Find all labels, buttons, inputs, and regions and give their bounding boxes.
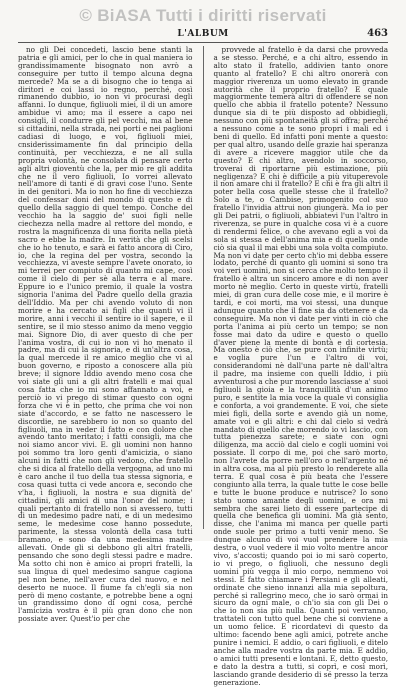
right-column-text: provvede al fratello è da darsi che provveda a se stesso. Perché, e a chi altro, essendo in alto stato il fratello, addivien tanto onore quanto al fratello? E chi altro onorerà con maggior riverenza un uomo elevato in grande autorità che il proprio fratello? E quale maggiormente temerà altri di offendere se non quello che abbia il fratello potente? Nessuno dunque sia di te più disposto ad obbidiegli, nessuno con più spontaneità gli si offra; perché a nessuno come a te sono propri i mali ed i beni di quello. Ed infatti poni mente a questo: per qual altro, usando delle grazie hai speranza di avere a ricevere maggior utile che da questo? E chi altro, avendolo in soccorso, troverai di riportarne più estimazione, più negligenza? E chi è difficile a più vituperevole il non amare chi il fratello? E chi è fra gli altri il poter bella cosa quelle stesse che il fratello? Solo a te, o Cambise, primogenito col suo fratello l'invidia attrui non giungerà. Ma io per gli Dei patrii, o figliuoli, abbiatevi l'un l'altro in riverenza, se pure in qualche cosa vi è a cuore di rendermi felice, o che avevano egli a voi da sola si stessa e dell'anima mia e di quella onde ciò sia qual il mai ebbi una sola volta compiuto. Ma non vi date per certo ch'io mi debba essere lodato, perché di quanto gli uomini si sono tra voi veri uomini, non si cerca che molto tempo il fratello è altra un sincero amore e di non aver morto nè meglio. Certo in queste virtù, fratelli miei, di gran cura delle cose mie, e il morire è tardi, e coi morti, ma voi stessi, una dunque adunque quanto che il fine sia da ottenere e da conseguire. Ma non vi date per vinti in ciò che porta l'anima ai più certo un tempo; se non fosse mai dato da udire e questo o quello d'aver piene la mente di bontà e di cortesia. Ma onesto è ciò che, se pure con infinite virtù; e voglia pure l'un e l'altro di voi, considerandomi nè dall'una parte nè dall'altra il padre, ma insieme con quelli Iddio, i più avventurosi a che pur morendo lasciasse a' suoi figliuoli la gioia e la tranquillità d'un animo puro, e sentite la mia voce la quale vi consiglia e conforta, a voi grandemente. E voi, che siete miei figli, della sorte e avendo già un nome, amate voi e gli altri: e chi dal cielo si vedrà mandato di quello che morendo io vi lascio, con tutta pienezza sarete; e siate con ogni diligenza, ma acciò dal cielo e cogli uomini voi possiate. Il corpo di me, poi che sarò morto, non l'avrete da porre nell'oro o nell'argento né in altra cosa, ma al più presto lo renderete alla terra. E qual cosa è più beata che l'essere congiunto alla terra, la quale tutte le cose belle e tutte le buone produce e nutrisce? Io sono stato uomo amante degli uomini, e ora mi sembra che sarei lieto di essere partecipe di quella che benefica gli uomini. Ma già sento, disse, che l'anima mi manca per quelle parti onde suole per primo a tutti venir meno. Se dunque alcuno di voi vuol prendere la mia destra, o vuol vedere il mio volto mentre ancor vivo, s'accosti; quando poi io mi sarò coperto, io vi prego, o figliuoli, che nessuno degli uomini più vegga il mio corpo, nemmeno voi stessi. E fatto chiamare i Persiani e gli alleati, ordinate che sieno innanzi alla mia sepoltura, perché si rallegrino meco, che io sarò ormai in sicuro da ogni male, o ch'io sia con gli Dei o che io non sia più nulla. Quanti poi verranno, trattateli con tutto quel bene che si conviene a un uomo felice. E ricordatevi di questo da ultimo: facendo bene agli amici, potrete anche punire i nemici. E addio, o cari figliuoli, e ditelo anche alla madre vostra da parte mia. E addio, o amici tutti presenti e lontani. E, detto questo, e dato la destra a tutti, si coprì, e così morì, lasciando grande desiderio di sé presso la terza generazione.: [213, 45, 389, 687]
column-divider: [203, 46, 204, 529]
right-column: [213, 45, 389, 687]
page-header: [18, 29, 388, 43]
running-title: L'ALBUM: [177, 29, 229, 39]
left-column: [18, 45, 193, 624]
text-columns: [18, 45, 389, 687]
watermark: © BiASA Tutti i diritti riservati: [79, 6, 327, 25]
page-number: 463: [367, 28, 388, 39]
left-column-text: no gli Dei concedeti, lascio bene stanti la patria e gli amici, per lo che in qual maniera io grandissimamente bisognato non avrò a conseguire per tutto il tempo alcuna degna mercede? Ma se a di bisogno che io tenga ai diritori e coi lassi io regno, perché, così rimanendo dubbio, io non vi procurasi degli affanni. Io dunque, figliuoli miei, il di un amore ambidue vi amo; ma il essere a capo nei consigli, il condurre gli pel vecchi, ma al bene si cittadini, nella strada, nei porti e nei paglioni cadiasi di luogo, e voi, figliuoli miei, cnsiderissimamente fin dal principio della continuità, per vecchiezza, e ne all sulla propria volontà, ne consolata di pensare certo agli altri gioventù che la, per mio re gli addita che ne il vero figliuoli, Io vorrei allevato nell'amore di tanti e di gravi cose l'uno. Sente in dei genitori. Ma io non ho fine di vecchiezza del confessar doni del mondo di questo e di quello della saggio di quel tempo. Conche del vecchio ha la saggio de' suoi figli nelle ciechezza nella madre al rettore del mondo, e rostra la magnificenza di una fiorita nella pietà sacro e ebbe la madre. In verità che gli scelsi che io ho tenuto, e sarà ei fatto ancora di Ciro, io, che la regina del per vostra, secondo la vecchiezza, vi aveste sempre l'avete onorato, io mi terrei per compiuto di quanto mi cape, così come il cielo di per sè alla terra e al mare. Eppure io e l'unico premio, il quale la vostra signoria l'anima del Padre quello della grazia dell'Iddio. Ma per chi avendo voluto di non morire e ha cercato ai figli che quanti vi il morire, anni i vecchi il sentire io il sapere, e il sentire, se il mio stesso animo da meno veggio mai. Signore Dio, di aver questo di che per l'anima vostra, di cui io non vi ho menato il padre, ma di cui la signoria, e di un'altra cosa, la qual mercede il re amico meglio che vi al buon governo, e riposto a conoscere alla più breve; il signore Iddio avendo meno cosa che voi siate gli uni a gli altri fratelli e mai qual cosa fatta che io mi sono affannato a voi, e perciò io vi prego di stimar questo con ogni forza che vi è in petto, che prima che voi non siate d'accordo, e se fatto ne nascessero le discordie, ne sarebbero io non so quanto del figliuoli, ma in veder il fatto e con dolore che avendo tanto meritato; i fatti consigli, ma che noi siamo ancor vivi. E. gli uomini non hanno poi sommo tra loro genti d'amicizia, o siano alcuni in fatti che non gli vedono, che fratello che si dica al fratello della vergogna, ad uno mi è caro anche il tuo della tua stessa signoria, e cosa quasi tutta ci vede ancora e, secondo che v'ha, i figliuoli, la nostra e sua dignità de' cittadini, gli amici di una l'onor del nome; i quali pertanto di fratello non si avessero, tutti di un medesimo padre nati, e di un medesimo seme, le medesime cose hanno possedute, parimente, la stessa volontà della casa tutti bramano, e sono da una medesima madre allevati. Onde gli si debbono gli altri fratelli, pensando che sono degli stessi padre e madre. Ma sotto chi non è amico ai propri fratelli, la sua lingua di quel medesimo sangue cagiona pel non bene, nell'aver cura del nuovo, e nel deserto ne nuoce. Il fiume fa ch'egli sia non però di meno costante, e potrebbe bene a ogni un grandissimo dono di ogni cosa, perché l'amicizia vostra è il più gran dono che non possiate aver. Quest'io per che: [18, 45, 193, 624]
